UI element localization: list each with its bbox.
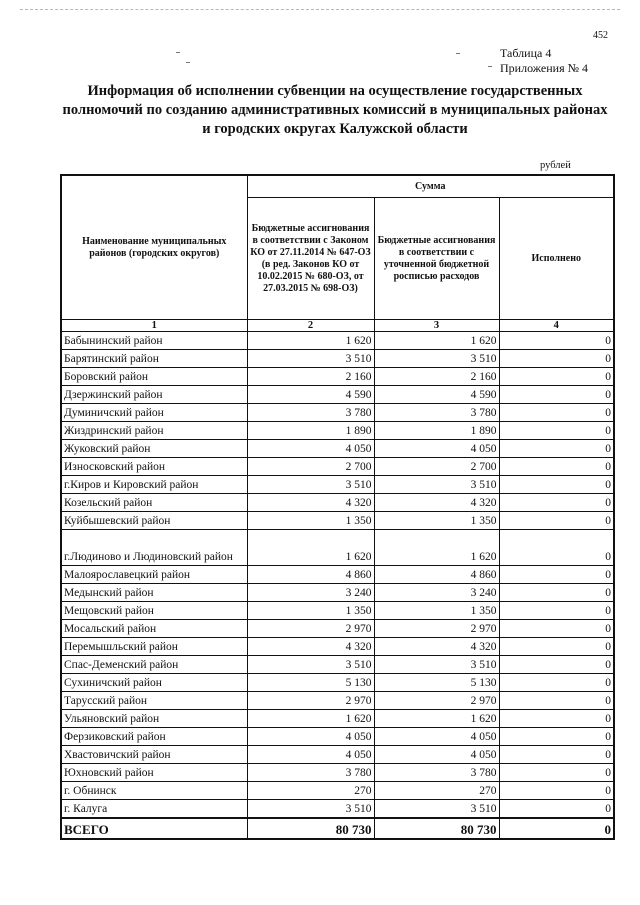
table-row — [61, 638, 614, 656]
row-name: Юхновский район — [61, 764, 247, 782]
row-executed: 0 — [499, 656, 614, 674]
subvention-table — [60, 174, 615, 840]
scan-speck — [176, 52, 180, 53]
row-name: г. Калуга — [61, 800, 247, 819]
table-row — [61, 710, 614, 728]
row-budget: 3 510 — [247, 800, 374, 819]
unit-label: рублей — [540, 160, 571, 171]
table-row — [61, 602, 614, 620]
row-budget: 4 050 — [247, 440, 374, 458]
table-ref-line2: Приложения № 4 — [500, 61, 589, 75]
row-budget: 3 510 — [247, 656, 374, 674]
page-number: 452 — [593, 30, 608, 41]
row-refined: 2 700 — [374, 458, 499, 476]
row-budget: 1 350 — [247, 512, 374, 530]
table-row — [61, 764, 614, 782]
row-name: Жиздринский район — [61, 422, 247, 440]
row-executed: 0 — [499, 584, 614, 602]
table-row — [61, 656, 614, 674]
row-refined: 4 050 — [374, 440, 499, 458]
row-budget: 3 510 — [247, 350, 374, 368]
row-budget: 3 240 — [247, 584, 374, 602]
row-budget: 1 620 — [247, 530, 374, 566]
row-executed: 0 — [499, 530, 614, 566]
table-row — [61, 566, 614, 584]
row-executed: 0 — [499, 764, 614, 782]
header-sum: Сумма — [247, 175, 614, 198]
table-row — [61, 692, 614, 710]
scan-speck — [456, 53, 460, 54]
row-budget: 270 — [247, 782, 374, 800]
row-budget: 1 620 — [247, 332, 374, 350]
total-row — [61, 818, 614, 839]
row-name: г. Обнинск — [61, 782, 247, 800]
row-refined: 1 350 — [374, 512, 499, 530]
row-budget: 3 780 — [247, 764, 374, 782]
scan-speck — [488, 66, 492, 67]
row-executed: 0 — [499, 422, 614, 440]
table-row — [61, 584, 614, 602]
row-budget: 2 700 — [247, 458, 374, 476]
row-executed: 0 — [499, 674, 614, 692]
row-name: Малоярославецкий район — [61, 566, 247, 584]
row-budget: 3 510 — [247, 476, 374, 494]
row-name: Ульяновский район — [61, 710, 247, 728]
table-row — [61, 476, 614, 494]
row-refined: 2 970 — [374, 620, 499, 638]
row-budget: 2 970 — [247, 620, 374, 638]
total-budget: 80 730 — [247, 818, 374, 839]
row-name: Мосальский район — [61, 620, 247, 638]
row-executed: 0 — [499, 710, 614, 728]
row-refined: 5 130 — [374, 674, 499, 692]
total-executed: 0 — [499, 818, 614, 839]
row-executed: 0 — [499, 386, 614, 404]
row-name: Сухиничский район — [61, 674, 247, 692]
table-row — [61, 440, 614, 458]
row-refined: 2 970 — [374, 692, 499, 710]
row-executed: 0 — [499, 782, 614, 800]
row-name: Хвастовичский район — [61, 746, 247, 764]
row-executed: 0 — [499, 728, 614, 746]
table-row — [61, 350, 614, 368]
column-number: 3 — [374, 320, 499, 332]
row-refined: 3 510 — [374, 476, 499, 494]
row-executed: 0 — [499, 494, 614, 512]
row-executed: 0 — [499, 638, 614, 656]
row-refined: 1 620 — [374, 332, 499, 350]
row-budget: 1 350 — [247, 602, 374, 620]
row-budget: 1 620 — [247, 710, 374, 728]
row-budget: 4 590 — [247, 386, 374, 404]
scan-artifact-line — [20, 9, 620, 10]
row-name: Мещовский район — [61, 602, 247, 620]
row-executed: 0 — [499, 800, 614, 819]
table-row — [61, 368, 614, 386]
row-executed: 0 — [499, 458, 614, 476]
row-refined: 4 860 — [374, 566, 499, 584]
row-refined: 4 320 — [374, 494, 499, 512]
column-number: 2 — [247, 320, 374, 332]
row-executed: 0 — [499, 620, 614, 638]
row-name: Перемышльский район — [61, 638, 247, 656]
table-row — [61, 494, 614, 512]
row-refined: 1 620 — [374, 710, 499, 728]
total-refined: 80 730 — [374, 818, 499, 839]
row-refined: 1 350 — [374, 602, 499, 620]
table-ref-line1: Таблица 4 — [500, 46, 552, 60]
header-budget-law: Бюджетные ассигнования в соответствии с Законом КО от 27.11.2014 № 647-ОЗ (в ред. Законов КО от 10.02.2015 № 680-ОЗ, от 27.03.2015 № 698-ОЗ) — [247, 198, 374, 320]
row-refined: 3 780 — [374, 404, 499, 422]
row-budget: 4 860 — [247, 566, 374, 584]
row-name: г.Киров и Кировский район — [61, 476, 247, 494]
row-name: Дзержинский район — [61, 386, 247, 404]
table-row — [61, 728, 614, 746]
row-executed: 0 — [499, 332, 614, 350]
row-budget: 2 970 — [247, 692, 374, 710]
table-row — [61, 404, 614, 422]
row-refined: 3 510 — [374, 656, 499, 674]
row-executed: 0 — [499, 566, 614, 584]
row-refined: 3 780 — [374, 764, 499, 782]
table-row — [61, 674, 614, 692]
table-row — [61, 800, 614, 819]
row-budget: 3 780 — [247, 404, 374, 422]
row-executed: 0 — [499, 476, 614, 494]
row-executed: 0 — [499, 404, 614, 422]
row-name: Барятинский район — [61, 350, 247, 368]
table-reference — [500, 46, 588, 76]
row-refined: 3 510 — [374, 800, 499, 819]
table-row — [61, 620, 614, 638]
row-budget: 4 050 — [247, 746, 374, 764]
row-budget: 2 160 — [247, 368, 374, 386]
row-budget: 5 130 — [247, 674, 374, 692]
row-budget: 4 320 — [247, 638, 374, 656]
scan-speck — [186, 62, 190, 63]
document-title: Информация об исполнении субвенции на осуществление государственных полномочий по созданию административных комиссий в муниципальных районах и городских округах Калужской области — [62, 83, 608, 137]
row-name: Козельский район — [61, 494, 247, 512]
row-refined: 270 — [374, 782, 499, 800]
table-row — [61, 530, 614, 566]
row-name: Спас-Деменский район — [61, 656, 247, 674]
table-row — [61, 332, 614, 350]
row-refined: 3 510 — [374, 350, 499, 368]
row-executed: 0 — [499, 440, 614, 458]
row-name: Жуковский район — [61, 440, 247, 458]
column-number: 4 — [499, 320, 614, 332]
row-name: Тарусский район — [61, 692, 247, 710]
row-name: г.Людиново и Людиновский район — [61, 530, 247, 566]
row-name: Бабынинский район — [61, 332, 247, 350]
row-executed: 0 — [499, 746, 614, 764]
row-executed: 0 — [499, 368, 614, 386]
row-refined: 3 240 — [374, 584, 499, 602]
header-budget-refined: Бюджетные ассигнования в соответствии с уточненной бюджетной росписью расходов — [374, 198, 499, 320]
row-executed: 0 — [499, 692, 614, 710]
row-name: Боровский район — [61, 368, 247, 386]
header-executed: Исполнено — [499, 198, 614, 320]
table-row — [61, 422, 614, 440]
row-name: Думиничский район — [61, 404, 247, 422]
row-budget: 4 050 — [247, 728, 374, 746]
row-refined: 1 620 — [374, 530, 499, 566]
row-refined: 4 050 — [374, 746, 499, 764]
column-number: 1 — [61, 320, 247, 332]
row-executed: 0 — [499, 512, 614, 530]
row-refined: 4 590 — [374, 386, 499, 404]
row-name: Куйбышевский район — [61, 512, 247, 530]
row-budget: 4 320 — [247, 494, 374, 512]
table-row — [61, 512, 614, 530]
row-name: Износковский район — [61, 458, 247, 476]
row-name: Медынский район — [61, 584, 247, 602]
table-row — [61, 386, 614, 404]
table-row — [61, 782, 614, 800]
row-refined: 4 320 — [374, 638, 499, 656]
header-municipality: Наименование муниципальных районов (городских округов) — [61, 175, 247, 320]
row-refined: 2 160 — [374, 368, 499, 386]
row-refined: 1 890 — [374, 422, 499, 440]
row-executed: 0 — [499, 602, 614, 620]
table-row — [61, 746, 614, 764]
total-label: ВСЕГО — [61, 818, 247, 839]
table-row — [61, 458, 614, 476]
row-budget: 1 890 — [247, 422, 374, 440]
row-executed: 0 — [499, 350, 614, 368]
row-refined: 4 050 — [374, 728, 499, 746]
row-name: Ферзиковский район — [61, 728, 247, 746]
